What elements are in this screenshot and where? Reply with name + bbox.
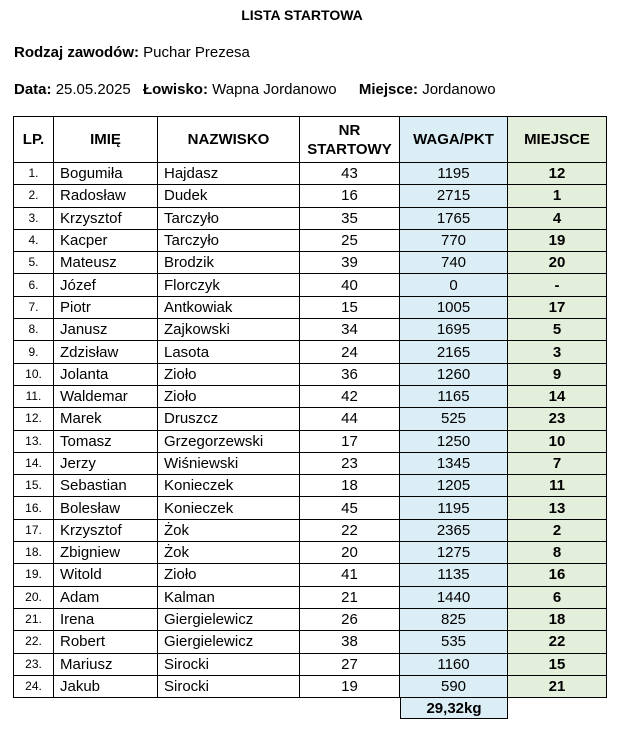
- row-first-name: Witold: [54, 564, 158, 586]
- row-last-name: Tarczyło: [158, 229, 300, 251]
- row-place: 9: [508, 363, 607, 385]
- row-place: 16: [508, 564, 607, 586]
- row-place: 12: [508, 163, 607, 185]
- table-row: [14, 229, 607, 251]
- row-start-number: 35: [300, 207, 400, 229]
- row-start-number: 45: [300, 497, 400, 519]
- row-weight: 0: [400, 274, 508, 296]
- table-row: [14, 586, 607, 608]
- table-row: [14, 475, 607, 497]
- table-row: [14, 319, 607, 341]
- row-weight: 525: [400, 408, 508, 430]
- row-place: 23: [508, 408, 607, 430]
- row-first-name: Piotr: [54, 296, 158, 318]
- event-details-line: [14, 81, 496, 98]
- row-start-number: 21: [300, 586, 400, 608]
- row-start-number: 17: [300, 430, 400, 452]
- row-weight: 2365: [400, 519, 508, 541]
- row-first-name: Jerzy: [54, 452, 158, 474]
- table-row: [14, 341, 607, 363]
- row-first-name: Adam: [54, 586, 158, 608]
- row-start-number: 38: [300, 631, 400, 653]
- row-first-name: Marek: [54, 408, 158, 430]
- row-last-name: Brodzik: [158, 252, 300, 274]
- row-first-name: Józef: [54, 274, 158, 296]
- row-place: 10: [508, 430, 607, 452]
- table-row: [14, 564, 607, 586]
- header-first-name: IMIĘ: [54, 117, 158, 163]
- row-last-name: Wiśniewski: [158, 452, 300, 474]
- row-place: 14: [508, 385, 607, 407]
- row-start-number: 26: [300, 608, 400, 630]
- row-first-name: Radosław: [54, 185, 158, 207]
- row-weight: 1160: [400, 653, 508, 675]
- row-first-name: Bogumiła: [54, 163, 158, 185]
- fishery-label: Łowisko:: [142, 81, 208, 98]
- row-last-name: Sirocki: [158, 675, 300, 697]
- row-last-name: Antkowiak: [158, 296, 300, 318]
- table-row: [14, 252, 607, 274]
- row-weight: 1250: [400, 430, 508, 452]
- row-last-name: Lasota: [158, 341, 300, 363]
- row-lp: 18.: [14, 542, 54, 564]
- row-lp: 21.: [14, 608, 54, 630]
- row-place: -: [508, 274, 607, 296]
- table-row: [14, 452, 607, 474]
- row-weight: 1005: [400, 296, 508, 318]
- row-place: 22: [508, 631, 607, 653]
- table-row: [14, 653, 607, 675]
- header-start-number-line2: STARTOWY: [307, 140, 392, 158]
- row-place: 18: [508, 608, 607, 630]
- table-row: [14, 408, 607, 430]
- header-last-name: NAZWISKO: [158, 117, 300, 163]
- row-lp: 10.: [14, 363, 54, 385]
- table-row: [14, 430, 607, 452]
- row-weight: 1345: [400, 452, 508, 474]
- header-start-number: [300, 117, 400, 163]
- row-place: 8: [508, 542, 607, 564]
- row-last-name: Zajkowski: [158, 319, 300, 341]
- row-place: 3: [508, 341, 607, 363]
- start-list-table: [13, 116, 607, 698]
- row-weight: 1135: [400, 564, 508, 586]
- row-first-name: Tomasz: [54, 430, 158, 452]
- row-lp: 20.: [14, 586, 54, 608]
- row-first-name: Jolanta: [54, 363, 158, 385]
- header-place: MIEJSCE: [508, 117, 607, 163]
- row-lp: 17.: [14, 519, 54, 541]
- row-place: 4: [508, 207, 607, 229]
- row-last-name: Kalman: [158, 586, 300, 608]
- row-last-name: Żok: [158, 542, 300, 564]
- document-title: LISTA STARTOWA: [241, 7, 363, 23]
- row-lp: 3.: [14, 207, 54, 229]
- row-lp: 6.: [14, 274, 54, 296]
- table-row: [14, 608, 607, 630]
- table-row: [14, 296, 607, 318]
- row-last-name: Grzegorzewski: [158, 430, 300, 452]
- table-body: [14, 163, 607, 698]
- table-row: [14, 274, 607, 296]
- row-weight: 1765: [400, 207, 508, 229]
- row-weight: 1695: [400, 319, 508, 341]
- row-last-name: Giergielewicz: [158, 608, 300, 630]
- row-weight: 740: [400, 252, 508, 274]
- row-place: 13: [508, 497, 607, 519]
- row-place: 15: [508, 653, 607, 675]
- header-weight: WAGA/PKT: [400, 117, 508, 163]
- row-lp: 1.: [14, 163, 54, 185]
- row-first-name: Mariusz: [54, 653, 158, 675]
- row-place: 7: [508, 452, 607, 474]
- row-place: 5: [508, 319, 607, 341]
- row-first-name: Kacper: [54, 229, 158, 251]
- row-place: 19: [508, 229, 607, 251]
- row-place: 21: [508, 675, 607, 697]
- row-first-name: Robert: [54, 631, 158, 653]
- location-value: Jordanowo: [422, 81, 496, 98]
- row-start-number: 18: [300, 475, 400, 497]
- row-place: 2: [508, 519, 607, 541]
- row-weight: 825: [400, 608, 508, 630]
- row-lp: 7.: [14, 296, 54, 318]
- row-lp: 16.: [14, 497, 54, 519]
- competition-type-line: [14, 44, 250, 61]
- row-weight: 1195: [400, 163, 508, 185]
- row-weight: 1165: [400, 385, 508, 407]
- row-lp: 24.: [14, 675, 54, 697]
- table-header-row: [14, 117, 607, 163]
- table-row: [14, 163, 607, 185]
- row-last-name: Druszcz: [158, 408, 300, 430]
- row-first-name: Sebastian: [54, 475, 158, 497]
- location-label: Miejsce:: [358, 81, 419, 98]
- row-weight: 1205: [400, 475, 508, 497]
- row-last-name: Konieczek: [158, 497, 300, 519]
- row-weight: 590: [400, 675, 508, 697]
- row-lp: 22.: [14, 631, 54, 653]
- row-last-name: Zioło: [158, 363, 300, 385]
- table-row: [14, 363, 607, 385]
- row-place: 11: [508, 475, 607, 497]
- row-first-name: Bolesław: [54, 497, 158, 519]
- row-start-number: 43: [300, 163, 400, 185]
- row-lp: 23.: [14, 653, 54, 675]
- row-first-name: Jakub: [54, 675, 158, 697]
- row-weight: 2715: [400, 185, 508, 207]
- row-first-name: Zbigniew: [54, 542, 158, 564]
- table-row: [14, 207, 607, 229]
- row-weight: 535: [400, 631, 508, 653]
- row-last-name: Florczyk: [158, 274, 300, 296]
- table-row: [14, 631, 607, 653]
- row-weight: 1195: [400, 497, 508, 519]
- row-first-name: Mateusz: [54, 252, 158, 274]
- row-place: 1: [508, 185, 607, 207]
- row-lp: 14.: [14, 452, 54, 474]
- row-last-name: Giergielewicz: [158, 631, 300, 653]
- row-lp: 5.: [14, 252, 54, 274]
- table-row: [14, 497, 607, 519]
- row-first-name: Krzysztof: [54, 207, 158, 229]
- row-start-number: 16: [300, 185, 400, 207]
- row-last-name: Dudek: [158, 185, 300, 207]
- header-start-number-line1: NR: [338, 121, 361, 139]
- competition-type-label: Rodzaj zawodów:: [14, 44, 139, 61]
- row-start-number: 34: [300, 319, 400, 341]
- table-row: [14, 675, 607, 697]
- table-row: [14, 385, 607, 407]
- row-place: 6: [508, 586, 607, 608]
- row-first-name: Janusz: [54, 319, 158, 341]
- row-weight: 1275: [400, 542, 508, 564]
- row-start-number: 40: [300, 274, 400, 296]
- row-lp: 4.: [14, 229, 54, 251]
- row-last-name: Żok: [158, 519, 300, 541]
- row-start-number: 27: [300, 653, 400, 675]
- row-start-number: 23: [300, 452, 400, 474]
- row-start-number: 44: [300, 408, 400, 430]
- total-weight: 29,32kg: [400, 697, 508, 719]
- row-start-number: 15: [300, 296, 400, 318]
- row-start-number: 19: [300, 675, 400, 697]
- row-lp: 9.: [14, 341, 54, 363]
- row-start-number: 20: [300, 542, 400, 564]
- row-lp: 2.: [14, 185, 54, 207]
- row-weight: 2165: [400, 341, 508, 363]
- row-first-name: Krzysztof: [54, 519, 158, 541]
- row-place: 20: [508, 252, 607, 274]
- row-last-name: Zioło: [158, 385, 300, 407]
- row-first-name: Waldemar: [54, 385, 158, 407]
- date-value: 25.05.2025: [55, 81, 131, 98]
- row-start-number: 39: [300, 252, 400, 274]
- table-row: [14, 519, 607, 541]
- table-row: [14, 185, 607, 207]
- row-lp: 13.: [14, 430, 54, 452]
- row-lp: 15.: [14, 475, 54, 497]
- row-weight: 770: [400, 229, 508, 251]
- row-lp: 8.: [14, 319, 54, 341]
- row-place: 17: [508, 296, 607, 318]
- date-label: Data:: [14, 81, 52, 98]
- row-first-name: Irena: [54, 608, 158, 630]
- row-start-number: 41: [300, 564, 400, 586]
- row-last-name: Tarczyło: [158, 207, 300, 229]
- row-start-number: 22: [300, 519, 400, 541]
- table-row: [14, 542, 607, 564]
- row-start-number: 36: [300, 363, 400, 385]
- header-lp: LP.: [14, 117, 54, 163]
- row-lp: 11.: [14, 385, 54, 407]
- fishery-value: Wapna Jordanowo: [212, 81, 337, 98]
- row-last-name: Zioło: [158, 564, 300, 586]
- row-lp: 19.: [14, 564, 54, 586]
- row-last-name: Hajdasz: [158, 163, 300, 185]
- row-first-name: Zdzisław: [54, 341, 158, 363]
- row-lp: 12.: [14, 408, 54, 430]
- row-last-name: Konieczek: [158, 475, 300, 497]
- row-last-name: Sirocki: [158, 653, 300, 675]
- row-start-number: 42: [300, 385, 400, 407]
- competition-type-value: Puchar Prezesa: [143, 44, 250, 61]
- row-weight: 1440: [400, 586, 508, 608]
- row-weight: 1260: [400, 363, 508, 385]
- row-start-number: 24: [300, 341, 400, 363]
- row-start-number: 25: [300, 229, 400, 251]
